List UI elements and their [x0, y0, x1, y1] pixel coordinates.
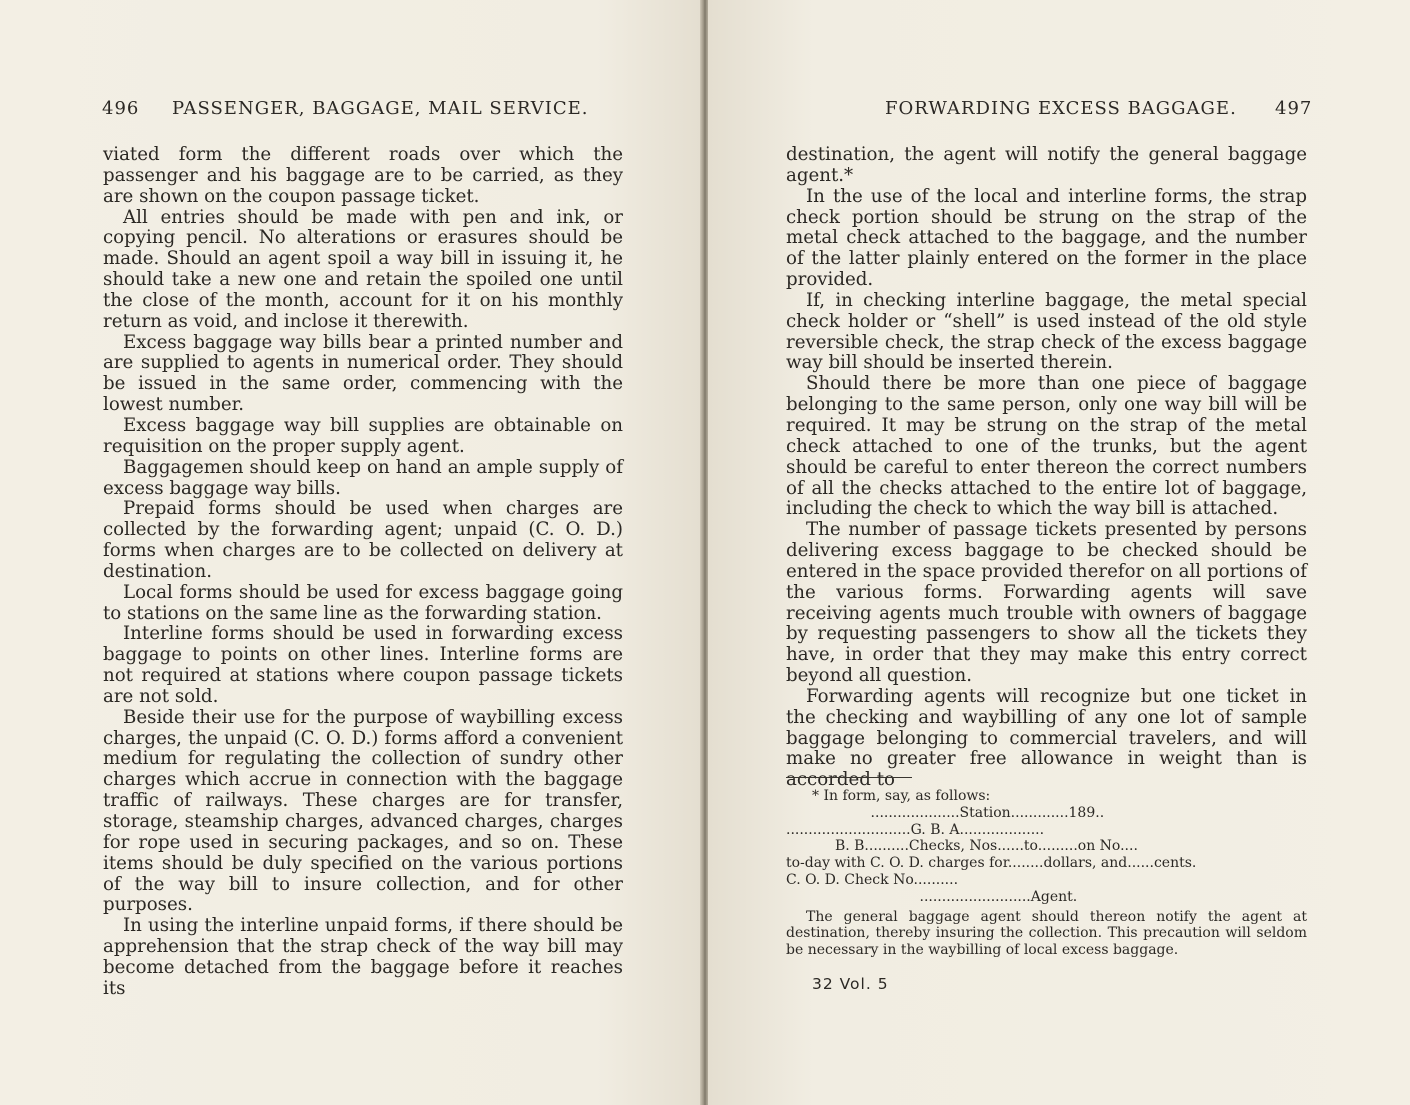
paragraph: Excess baggage way bill supplies are obtainable on requisition on the proper supply agent.: [103, 414, 623, 457]
paragraph: Should there be more than one piece of baggage belonging to the same person, only one way bill will be required. It may be strung on the strap of the metal check attached to one of the trunks, but the agent should be careful to enter thereon the correct numbers of all the checks attached to the entire lot of baggage, including the check to which the way bill is attached.: [786, 373, 1307, 520]
footnote-form-line: ............................G. B. A...................: [786, 821, 1045, 838]
footnote-form-line: ....................Station.............189..: [786, 804, 1105, 821]
footnote-form-line: C. O. D. Check No..........: [786, 871, 959, 888]
paragraph: Prepaid forms should be used when charges are collected by the forwarding agent; unpaid (C. O. D.) forms when charges are to be collected on delivery at destination.: [103, 498, 623, 582]
footnote-intro: * In form, say, as follows:: [812, 788, 991, 804]
left-page: [0, 0, 702, 1105]
footnote-form-line: B. B..........Checks, Nos......to.........on No....: [786, 838, 1138, 855]
paragraph: The number of passage tickets presented by persons delivering excess baggage to be checked should be entered in the space provided therefor on all portions of the various forms. Forwarding agents will save receiving agents much trouble with owners of baggage by requesting passengers to show all the tickets they have, in order that they may make this entry correct beyond all question.: [786, 519, 1307, 687]
footnote-note: The general baggage agent should thereon notify the agent at destination, thereby insuring the collection. This precaution will seldom be necessary in the waybilling of local excess baggage.: [786, 908, 1307, 959]
left-running-title: PASSENGER, BAGGAGE, MAIL SERVICE.: [172, 98, 589, 119]
paragraph: destination, the agent will notify the general baggage agent.*: [786, 144, 1307, 186]
paragraph: Excess baggage way bills bear a printed number and are supplied to agents in numerical order. They should be issued in the same order, commencing with the lowest number.: [103, 331, 623, 416]
footnote-rule: [786, 777, 912, 778]
paragraph: All entries should be made with pen and ink, or copying pencil. No alterations or erasures should be made. Should an agent spoil a way bill in issuing it, he should take a new one and retain the spoiled one until the close of the month, account for it on his monthly return as void, and inclose it therewith.: [103, 206, 623, 332]
footnote: [786, 788, 1307, 959]
signature-mark: 32 Vol. 5: [812, 975, 889, 993]
paragraph: If, in checking interline baggage, the metal special check holder or “shell” is used instead of the old style reversible check, the strap check of the excess baggage way bill should be inserted therein.: [786, 289, 1307, 374]
paragraph: viated form the different roads over which the passenger and his baggage are to be carried, as they are shown on the coupon passage ticket.: [103, 144, 623, 207]
paragraph: Interline forms should be used in forwarding excess baggage to points on other lines. Interline forms are not required at stations where coupon passage tickets are not sold.: [103, 623, 623, 707]
paragraph: Forwarding agents will recognize but one ticket in the checking and waybilling of any one lot of sample baggage belonging to commercial travelers, and will make no greater free allowance in weight than is accorded to: [786, 685, 1307, 791]
right-body-text: [786, 145, 1307, 791]
footnote-form-line: .........................Agent.: [786, 888, 1078, 905]
left-page-number: 496: [102, 98, 140, 119]
paragraph: Beside their use for the purpose of waybilling excess charges, the unpaid (C. O. D.) forms afford a convenient medium for regulating the collection of sundry other charges which accrue in connection with the baggage traffic of railways. These charges are for transfer, storage, steamship charges, advanced charges, charges for rope used in securing packages, and so on. These items should be duly specified on the various portions of the way bill to insure collection, and for other purposes.: [103, 706, 623, 916]
right-page-number: 497: [1275, 98, 1313, 119]
footnote-form-line: to-day with C. O. D. charges for........dollars, and......cents.: [786, 855, 1197, 872]
left-body-text: [103, 145, 623, 1000]
right-page: [708, 0, 1410, 1105]
paragraph: Baggagemen should keep on hand an ample supply of excess baggage way bills.: [103, 456, 623, 499]
paragraph: In using the interline unpaid forms, if there should be apprehension that the strap check of the way bill may become detached from the baggage before it reaches its: [103, 915, 623, 999]
paragraph: In the use of the local and interline forms, the strap check portion should be strung on the strap of the metal check attached to the baggage, and the number of the latter plainly entered on the former in the place provided.: [786, 185, 1307, 291]
right-running-title: FORWARDING EXCESS BAGGAGE.: [885, 98, 1237, 119]
paragraph: Local forms should be used for excess baggage going to stations on the same line as the forwarding station.: [103, 581, 623, 624]
